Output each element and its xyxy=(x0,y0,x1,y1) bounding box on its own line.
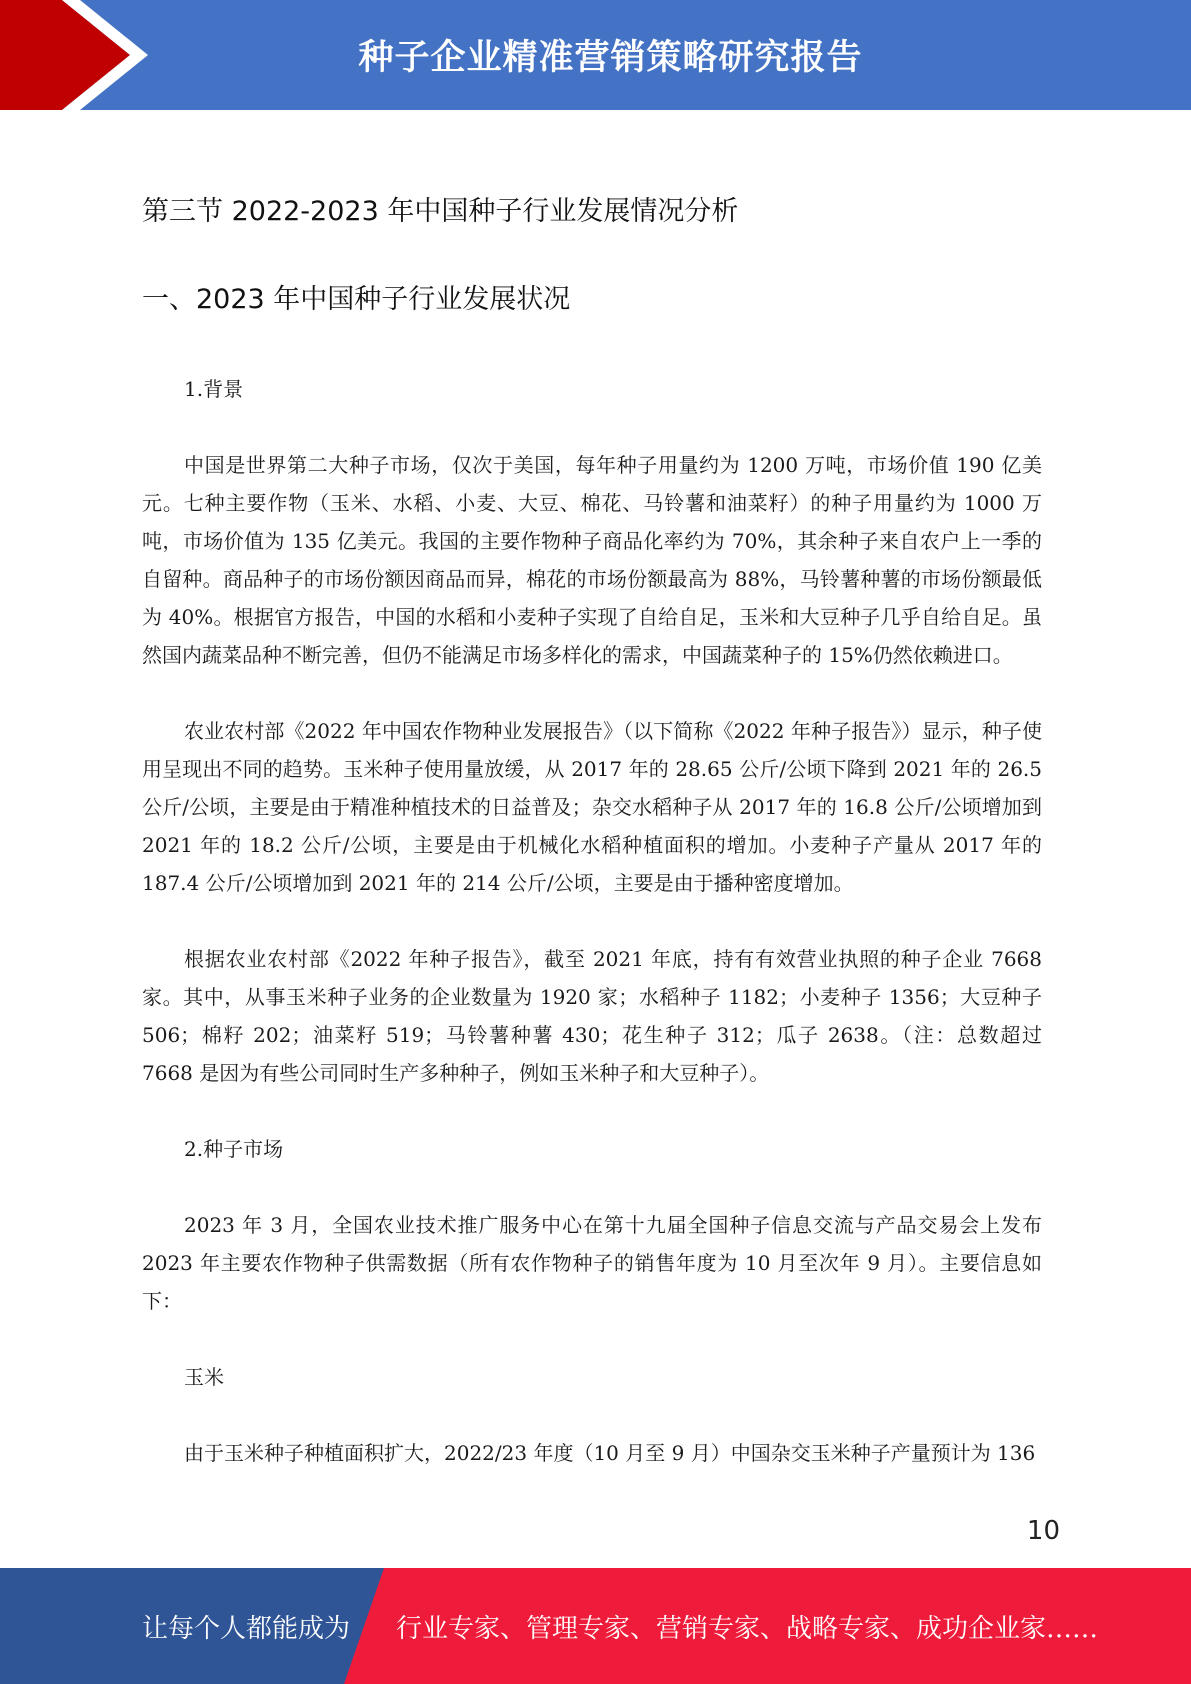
label-background: 1.背景 xyxy=(184,377,244,401)
document-body xyxy=(142,190,1042,1472)
page-header xyxy=(0,0,1191,110)
label-corn: 玉米 xyxy=(184,1365,224,1389)
footer-slogan-left: 让每个人都能成为 xyxy=(142,1613,351,1644)
sub-heading: 一、2023 年中国种子行业发展状况 xyxy=(142,284,571,315)
paragraph-5: 由于玉米种子种植面积扩大，2022/23 年度（10 月至 9 月）中国杂交玉米种子产量预计为 136 xyxy=(184,1441,1036,1465)
paragraph-2: 农业农村部《2022 年中国农作物种业发展报告》（以下简称《2022 年种子报告》）显示，种子使用呈现出不同的趋势。玉米种子使用量放缓，从 2017 年的 28.65 公斤/公顷下降到 2021 年的 26.5 公斤/公顷，主要是由于精准种植技术的日益普及；杂交水稻种子从 2017 年的 16.8 公斤/公顷增加到 2021 年的 18.2 公斤/公顷，主要是由于机械化水稻种植面积的增加。小麦种子产量从 2017 年的 187.4 公斤/公顷增加到 2021 年的 214 公斤/公顷，主要是由于播种密度增加。 xyxy=(142,719,1042,895)
report-title: 种子企业精准营销策略研究报告 xyxy=(358,38,863,78)
section-heading: 第三节 2022-2023 年中国种子行业发展情况分析 xyxy=(142,196,739,227)
paragraph-3: 根据农业农村部《2022 年种子报告》，截至 2021 年底，持有有效营业执照的种子企业 7668 家。其中，从事玉米种子业务的企业数量为 1920 家；水稻种子 1182；小麦种子 1356；大豆种子 506；棉籽 202；油菜籽 519；马铃薯种薯 430；花生种子 312；瓜子 2638。（注：总数超过 7668 是因为有些公司同时生产多种种子，例如玉米种子和大豆种子）。 xyxy=(142,947,1042,1085)
paragraph-1: 中国是世界第二大种子市场，仅次于美国，每年种子用量约为 1200 万吨，市场价值 190 亿美元。七种主要作物（玉米、水稻、小麦、大豆、棉花、马铃薯和油菜籽）的种子用量约为 1000 万吨，市场价值为 135 亿美元。我国的主要作物种子商品化率约为 70%，其余种子来自农户上一季的自留种。商品种子的市场份额因商品而异，棉花的市场份额最高为 88%，马铃薯种薯的市场份额最低为 40%。根据官方报告，中国的水稻和小麦种子实现了自给自足，玉米和大豆种子几乎自给自足。虽然国内蔬菜品种不断完善，但仍不能满足市场多样化的需求，中国蔬菜种子的 15%仍然依赖进口。 xyxy=(142,453,1042,667)
page-number: 10 xyxy=(1026,1516,1060,1546)
footer-slogan-right: 行业专家、管理专家、营销专家、战略专家、成功企业家…… xyxy=(396,1613,1099,1644)
page-footer xyxy=(0,1568,1191,1684)
header-arrow-icon xyxy=(0,0,170,110)
label-market: 2.种子市场 xyxy=(184,1137,284,1161)
paragraph-4: 2023 年 3 月，全国农业技术推广服务中心在第十九届全国种子信息交流与产品交易会上发布 2023 年主要农作物种子供需数据（所有农作物种子的销售年度为 10 月至次年 9 月）。主要信息如下： xyxy=(142,1213,1042,1313)
